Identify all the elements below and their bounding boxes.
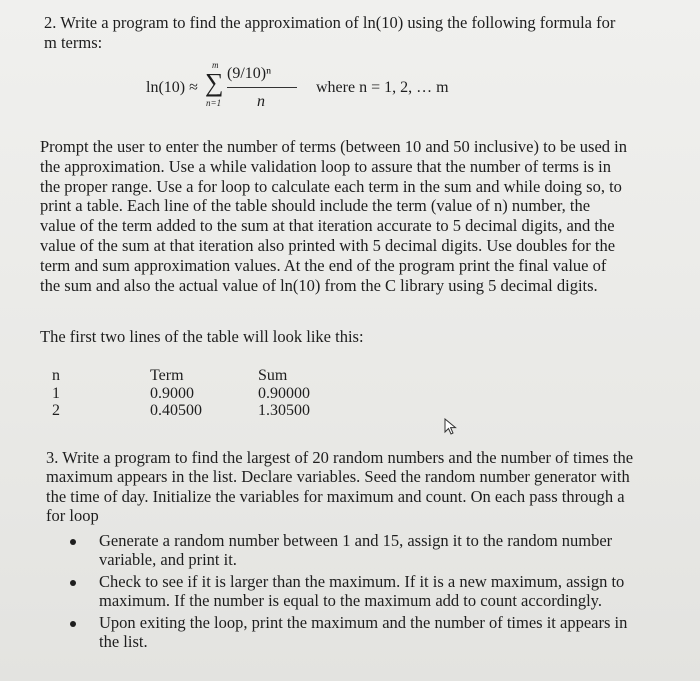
table-header-term: Term: [150, 367, 184, 384]
formula-lhs: ln(10) ≈: [146, 79, 198, 96]
problem3-line: for loop: [46, 505, 99, 525]
bullet-icon: [70, 539, 76, 545]
paragraph-line: value of the sum at that iteration also printed with 5 decimal digits. Use doubles for the: [40, 235, 616, 255]
bullet-line: the list.: [99, 632, 148, 652]
table-header-sum: Sum: [258, 367, 288, 384]
bullet-item: [99, 613, 689, 652]
table-cell: 0.90000: [258, 384, 310, 402]
bullet-line: maximum. If the number is equal to the maximum add to count accordingly.: [99, 591, 602, 611]
fraction-numerator: (9/10)ⁿ: [227, 65, 272, 82]
table-cell: 0.40500: [150, 402, 202, 419]
problem3-line: 3. Write a program to find the largest of 20 random numbers and the number of times the: [46, 448, 634, 467]
paragraph-line: the proper range. Use a for loop to calculate each term in the sum and while doing so, to: [40, 176, 622, 196]
table-cell: 1.30500: [258, 402, 310, 419]
problem3-line: maximum appears in the list. Declare variables. Seed the random number generator with: [46, 467, 630, 487]
bullet-line: Check to see if it is larger than the maximum. If it is a new maximum, assign to: [99, 572, 625, 591]
paragraph-line: Prompt the user to enter the number of terms (between 10 and 50 inclusive) to be used in: [40, 137, 627, 156]
table-cell: 0.9000: [150, 384, 194, 402]
bullet-item: [99, 531, 689, 570]
table-cell: 1: [52, 384, 60, 402]
problem3-heading: [46, 448, 692, 525]
problem2-heading-line1: 2. Write a program to find the approximation of ln(10) using the following formula for: [44, 13, 616, 32]
table-column-sum: [258, 367, 310, 420]
table-column-term: [150, 367, 202, 420]
problem3-line: the time of day. Initialize the variables for maximum and count. On each pass through a: [46, 486, 625, 506]
problem2-paragraph: [40, 137, 690, 295]
table-intro: The first two lines of the table will look like this:: [40, 327, 364, 346]
paragraph-line: the approximation. Use a while validation loop to assure that the number of terms is in: [40, 156, 611, 176]
paragraph-line: print a table. Each line of the table should include the term (value of n) number, the: [40, 196, 591, 216]
bullet-line: Upon exiting the loop, print the maximum and the number of times it appears in: [99, 613, 628, 632]
summation-upper-limit: m: [212, 60, 219, 70]
bullet-item: [99, 572, 689, 611]
bullet-line: Generate a random number between 1 and 15, assign it to the random number: [99, 531, 613, 550]
paragraph-line: value of the term added to the sum at that iteration accurate to 5 decimal digits, and the: [40, 216, 615, 236]
table-header-n: n: [52, 367, 60, 384]
table-column-n: [52, 367, 60, 420]
problem2-heading-line2: m terms:: [44, 33, 103, 52]
fraction-denominator: n: [257, 93, 265, 110]
bullet-icon: [70, 580, 76, 586]
bullet-line: variable, and print it.: [99, 550, 237, 570]
bullet-icon: [70, 621, 76, 627]
mouse-pointer-icon: [444, 418, 458, 436]
table-cell: 2: [52, 402, 60, 419]
summation-lower-limit: n=1: [206, 98, 222, 108]
formula-where-clause: where n = 1, 2, … m: [316, 79, 449, 96]
paragraph-line: the sum and also the actual value of ln(10) from the C library using 5 decimal digits.: [40, 275, 598, 295]
summation-sign: ∑: [205, 68, 224, 97]
paragraph-line: term and sum approximation values. At the end of the program print the final value of: [40, 255, 607, 275]
fraction-bar: [227, 87, 297, 88]
